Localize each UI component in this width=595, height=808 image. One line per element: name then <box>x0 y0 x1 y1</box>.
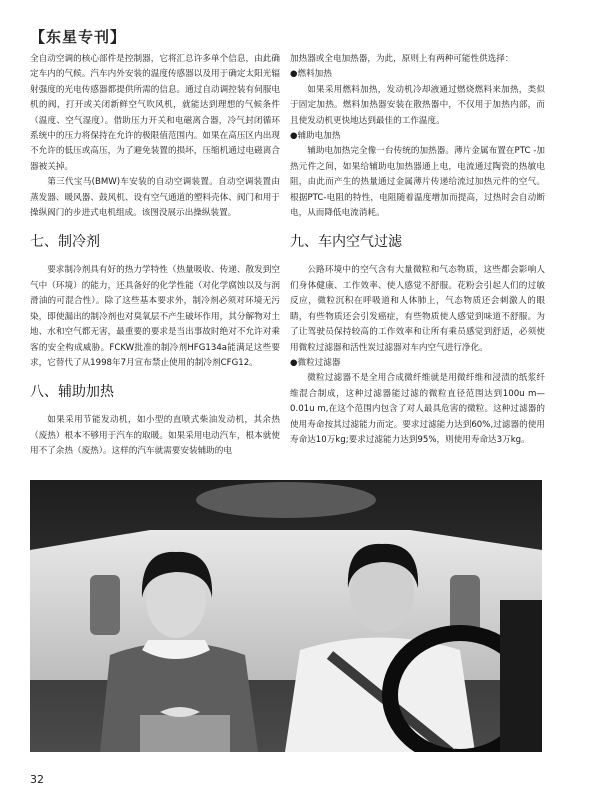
particle-filter-text: 微粒过滤器不是全用合成微纤维就是用微纤维和浸渍的纸浆纤维混合制成，这种过滤器能过滤的微粒直径范围达到100u m—0.01u m,在这个范围内包含了对人最具危害的微粒。这种过滤器的使用寿命按其过滤能力而定。要求过滤能力达到60%,过滤器的使用寿命达10万kg;要求过滤能力达到95%，则使用寿命达3万kg。 <box>290 373 545 445</box>
bullet-fuel-heating-text: 如果采用燃料加热，发动机冷却液通过燃烧燃料来加热，类似于固定加热。燃料加热器安装在散热器中，不仅用于加热内部，而且使发动机更快地达到最佳的工作温度。 <box>290 84 545 126</box>
intro-paragraph-2: 第三代宝马(BMW)车安装的自动空调装置。自动空调装置由蒸发器、暖风器、鼓风机、设有空气通道的塑料壳体、阀门和用于操纵阀门的步进式电机组成。该图没展示出操纵装置。 <box>30 177 280 219</box>
continuation-paragraph: 加热器或全电加热器，为此，原则上有两种可能性供选择： <box>290 54 514 64</box>
sunroof <box>196 482 376 518</box>
section-7-heading: 七、制冷剂 <box>30 234 100 251</box>
intro-paragraph-1: 全自动空调的核心部件是控制器，它将汇总许多单个信息，由此确定车内的气候。汽车内外安装的温度传感器以及用于确定太阳光辐射强度的光电传感器都提供所需的信息。通过自动调控装有伺服电机的阀，打开或关闭新鲜空气吹风机，就能达到理想的气候条件（温度、空气湿度）。借助压力开关和电磁离合器，冷气封闭循环系统中的压力将保持在允许的极限值范围内。如果在高压区内出现不允许的低压或高压，为了避免装置的损坏，压缩机通过电磁离合器被关掉。 <box>30 54 280 172</box>
magazine-section-header: 【东星专刊】 <box>30 28 127 46</box>
section-9-paragraph: 公路环境中的空气含有大量微粒和气态物质，这些都会影响人们身体健康、工作效率、使人感觉不舒服。花粉会引起人们的过敏反应，微粒沉积在呼吸道和人体肺上，气态物质还会刺激人的眼睛，有些物质还会引发癌症，有些物质使人感觉到味道不舒服。为了让驾驶员保持较高的工作效率和让所有乘员感觉到舒适，必须使用微粒过滤器和活性炭过滤器对车内空气进行净化。 <box>290 265 545 353</box>
right-column <box>290 52 545 448</box>
section-8-heading: 八、辅助加热 <box>30 384 114 401</box>
section-8-paragraph: 如果采用节能发动机，如小型的直喷式柴油发动机，其余热（废热）根本不够用于汽车的取暖。如果采用电动汽车，根本就使用不了余热（废热）。这样的汽车就需要安装辅助的电 <box>30 415 280 457</box>
bullet-fuel-heating-title: ●燃料加热 <box>290 69 332 80</box>
car-interior-photo <box>30 480 542 752</box>
section-9-heading: 九、车内空气过滤 <box>290 234 402 251</box>
particle-filter-title: ●微粒过滤器 <box>290 357 341 368</box>
bullet-electric-heating-text: 辅助电加热完全像一台传统的加热器。薄片金属布置在PTC -加热元件之间，如果给辅助电加热器通上电，电流通过陶瓷的热敏电阻，由此而产生的热量通过金属薄片传递给流过加热元件的空气。根据PTC-电阻的特性，电阻随着温度增加而提高，过热时会自动断电，从而降低电流消耗。 <box>290 146 545 219</box>
a-pillar <box>500 600 542 752</box>
section-7-paragraph: 要求制冷剂具有好的热力学特性（热量吸收、传递、散发到空气中（环境）的能力，还具备好的化学性能（对化学腐蚀以及与润滑油的可混合性）。除了这些基本要求外，制冷剂必须对环境无污染，即使漏出的制冷剂也对臭氧层不产生破坏作用，其分解物对土地、水和空气都无害，最重要的要求是当出事故时绝对不允许对乘客的安全构成威胁。FCKW批准的制冷剂HFG134a能满足这些要求，它替代了从1998年7月宣布禁止使用的制冷剂CFG12。 <box>30 265 280 368</box>
page-number: 32 <box>30 773 44 786</box>
car-interior-illustration <box>30 480 542 752</box>
bullet-electric-heating-title: ●辅助电加热 <box>290 131 341 142</box>
gift-box <box>140 715 230 752</box>
headrest-left <box>90 575 120 635</box>
left-column <box>30 52 280 460</box>
